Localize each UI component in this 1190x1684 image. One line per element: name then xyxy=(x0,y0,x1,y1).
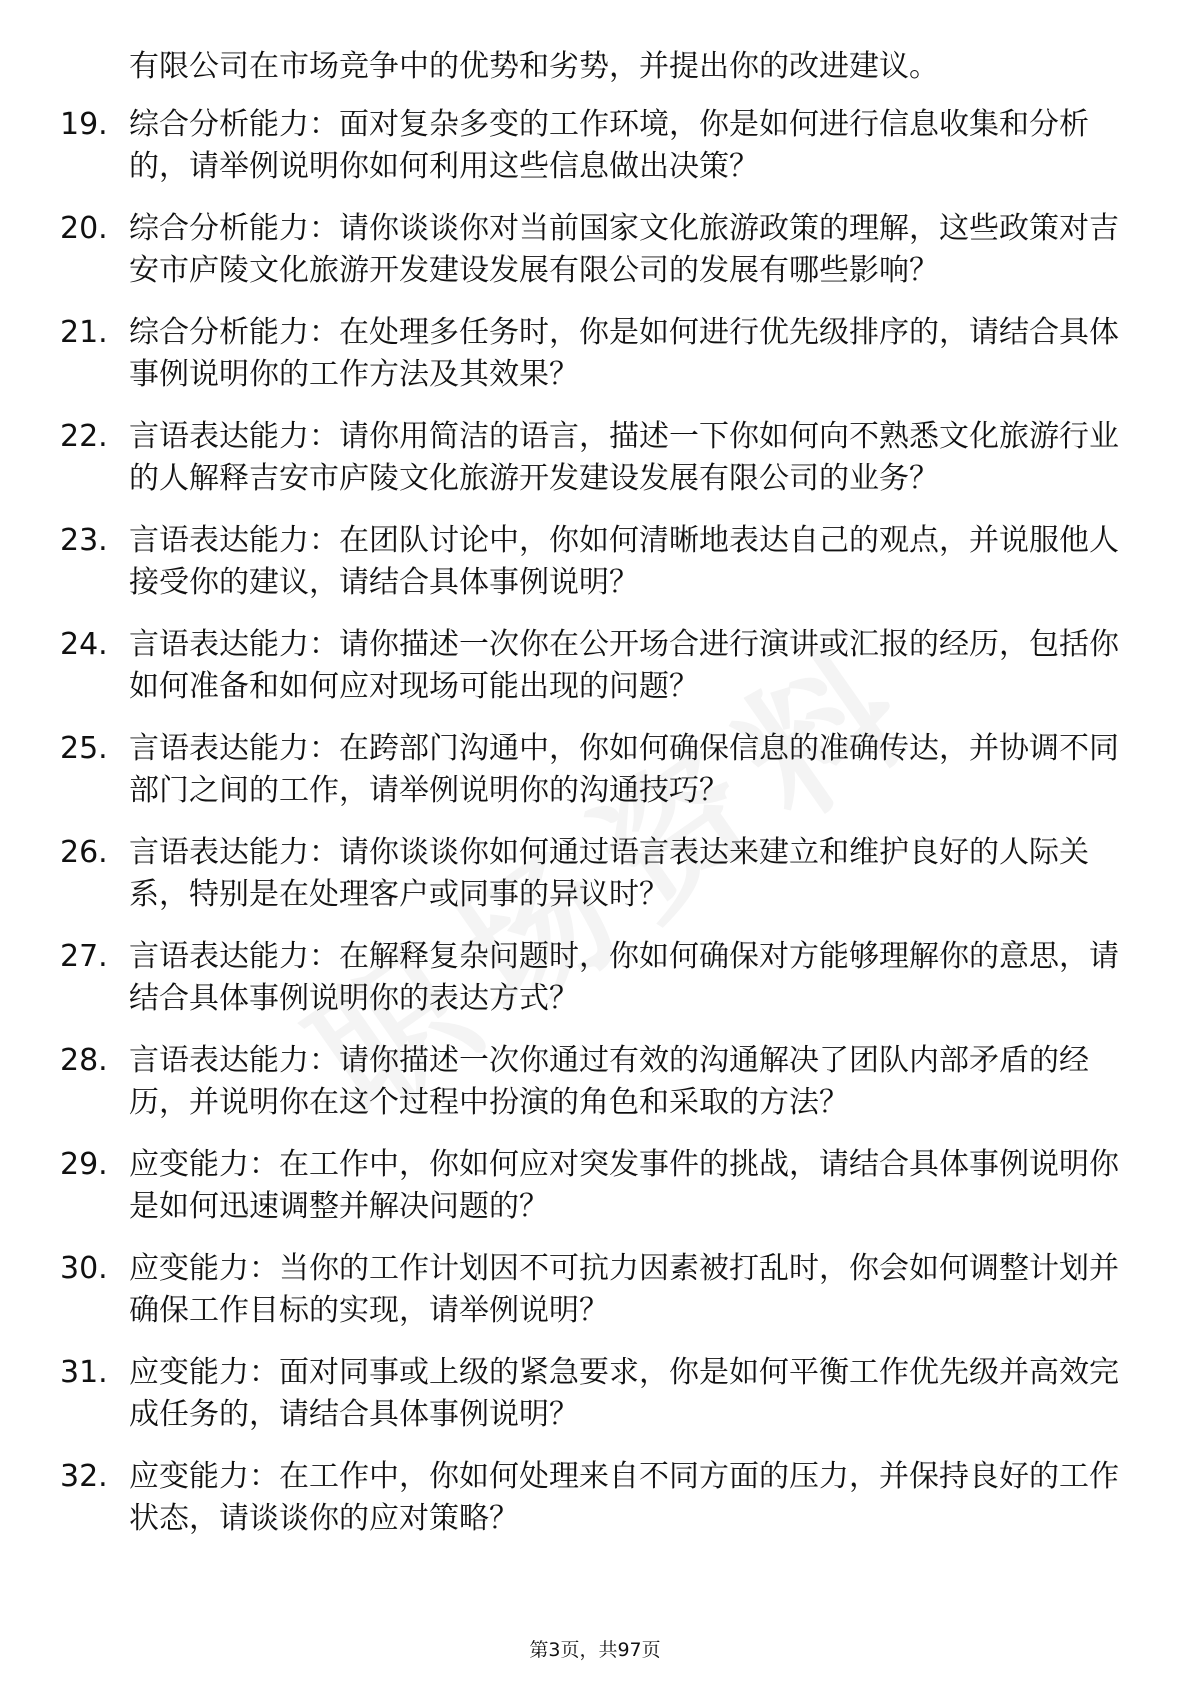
question-number: 19. xyxy=(60,107,108,142)
question-item xyxy=(60,312,1140,396)
question-number: 25. xyxy=(60,731,108,766)
question-number: 27. xyxy=(60,939,108,974)
question-number: 32. xyxy=(60,1459,108,1494)
question-item xyxy=(60,1144,1140,1228)
question-number: 31. xyxy=(60,1355,108,1390)
question-text: 综合分析能力：请你谈谈你对当前国家文化旅游政策的理解，这些政策对吉安市庐陵文化旅游开发建设发展有限公司的发展有哪些影响？ xyxy=(129,211,1119,288)
question-list xyxy=(60,104,1140,1560)
question-number: 29. xyxy=(60,1147,108,1182)
question-item xyxy=(60,208,1140,292)
question-text: 言语表达能力：在团队讨论中，你如何清晰地表达自己的观点，并说服他人接受你的建议，请结合具体事例说明？ xyxy=(129,523,1119,600)
page-number-footer: 第3页，共97页 xyxy=(529,1639,661,1661)
question-text: 应变能力：在工作中，你如何处理来自不同方面的压力，并保持良好的工作状态，请谈谈你的应对策略？ xyxy=(129,1459,1119,1536)
question-number: 30. xyxy=(60,1251,108,1286)
question-number: 21. xyxy=(60,315,108,350)
question-item xyxy=(60,1456,1140,1540)
question-item xyxy=(60,624,1140,708)
question-item xyxy=(60,832,1140,916)
question-number: 22. xyxy=(60,419,108,454)
question-item xyxy=(60,728,1140,812)
question-number: 23. xyxy=(60,523,108,558)
continued-question-text: 有限公司在市场竞争中的优势和劣势，并提出你的改进建议。 xyxy=(129,49,939,84)
question-number: 24. xyxy=(60,627,108,662)
question-item xyxy=(60,1248,1140,1332)
question-text: 言语表达能力：请你描述一次你通过有效的沟通解决了团队内部矛盾的经历，并说明你在这个过程中扮演的角色和采取的方法？ xyxy=(129,1043,1089,1120)
question-item xyxy=(60,416,1140,500)
question-item xyxy=(60,1352,1140,1436)
question-text: 应变能力：在工作中，你如何应对突发事件的挑战，请结合具体事例说明你是如何迅速调整并解决问题的？ xyxy=(129,1147,1119,1224)
question-number: 28. xyxy=(60,1043,108,1078)
question-text: 应变能力：面对同事或上级的紧急要求，你是如何平衡工作优先级并高效完成任务的，请结合具体事例说明？ xyxy=(129,1355,1119,1432)
question-item xyxy=(60,520,1140,604)
question-item xyxy=(60,104,1140,188)
question-text: 言语表达能力：请你描述一次你在公开场合进行演讲或汇报的经历，包括你如何准备和如何应对现场可能出现的问题？ xyxy=(129,627,1119,704)
question-text: 言语表达能力：在跨部门沟通中，你如何确保信息的准确传达，并协调不同部门之间的工作，请举例说明你的沟通技巧？ xyxy=(129,731,1119,808)
question-text: 言语表达能力：请你谈谈你如何通过语言表达来建立和维护良好的人际关系，特别是在处理客户或同事的异议时？ xyxy=(129,835,1089,912)
question-number: 20. xyxy=(60,211,108,246)
question-text: 言语表达能力：请你用简洁的语言，描述一下你如何向不熟悉文化旅游行业的人解释吉安市庐陵文化旅游开发建设发展有限公司的业务？ xyxy=(129,419,1119,496)
question-item xyxy=(60,936,1140,1020)
question-text: 综合分析能力：在处理多任务时，你是如何进行优先级排序的，请结合具体事例说明你的工作方法及其效果？ xyxy=(129,315,1119,392)
question-text: 言语表达能力：在解释复杂问题时，你如何确保对方能够理解你的意思，请结合具体事例说明你的表达方式？ xyxy=(129,939,1119,1016)
question-number: 26. xyxy=(60,835,108,870)
question-item xyxy=(60,1040,1140,1124)
question-text: 应变能力：当你的工作计划因不可抗力因素被打乱时，你会如何调整计划并确保工作目标的实现，请举例说明？ xyxy=(129,1251,1119,1328)
question-text: 综合分析能力：面对复杂多变的工作环境，你是如何进行信息收集和分析的，请举例说明你如何利用这些信息做出决策？ xyxy=(129,107,1089,184)
